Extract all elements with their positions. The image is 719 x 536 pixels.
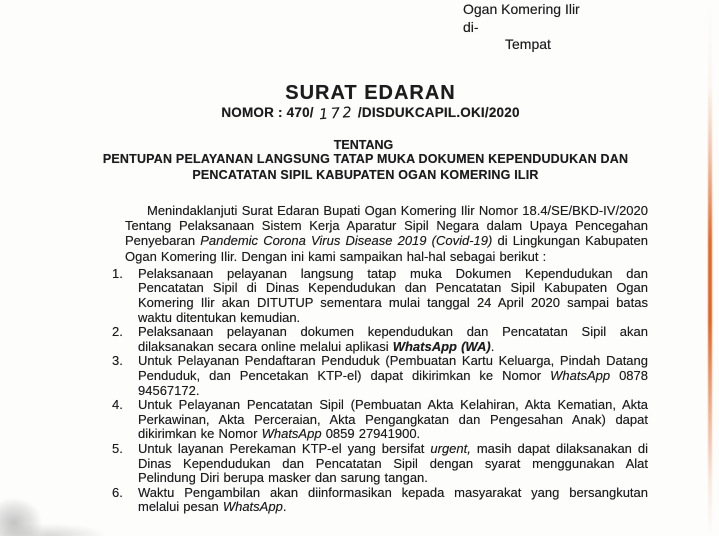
text-segment: 0878 94567172. <box>138 367 648 398</box>
list-item-text <box>138 486 648 515</box>
text-segment: WhatsApp <box>550 367 611 383</box>
text-segment: Pelaksanaan pelayanan langsung tatap muka Dokumen Kependudukan dan Pencatatan Sipil di Dinas Kependudukan dan Pencatatan Sipil Kabupaten Ogan Komering Ilir akan DITUTUP sementara mulai tanggal 24 April 2020 sampai batas waktu ditentukan kemudian. <box>138 265 648 325</box>
text-segment: urgent, <box>430 440 471 456</box>
tentang-label: TENTANG <box>333 138 394 152</box>
list-item-number: 2. <box>112 324 123 340</box>
list-item-text <box>138 267 648 325</box>
text-segment: Pelaksanaan pelayanan dokumen kependudukan dan Pencatatan Sipil akan dilaksanakan secara online melalui aplikasi <box>138 324 648 354</box>
text-segment: Waktu Pengambilan akan diinformasikan kepada masyarakat yang bersangkutan melalui pesan <box>138 484 648 515</box>
text-segment: 0859 27941900. <box>321 426 421 442</box>
numbered-item-list <box>105 267 648 515</box>
letter-number-suffix: /DISDUKCAPIL.OKI/2020 <box>357 105 520 120</box>
list-item-text <box>138 354 648 398</box>
recipient-block <box>463 1 580 54</box>
text-segment: . <box>282 499 287 515</box>
text-segment: Untuk layanan Perekaman KTP-el yang bersifat <box>138 440 431 456</box>
text-segment: Pandemic Corona Virus Disease 2019 (Covid-19) <box>200 233 493 249</box>
list-item <box>112 354 648 398</box>
letter-number-handwritten: 172 <box>318 104 355 124</box>
list-item-number: 3. <box>112 353 123 369</box>
scan-smudge <box>0 524 104 536</box>
letter-number-prefix: NOMOR : 470/ <box>221 105 314 120</box>
list-item-number: 4. <box>112 397 123 413</box>
list-item <box>112 267 648 325</box>
list-item-number: 5. <box>112 440 123 456</box>
text-segment: masih dapat dilaksanakan di Dinas Kependudukan dan Pencatatan Sipil dengan syarat menggunakan Alat Pelindung Diri berupa masker dan sarung tangan. <box>138 440 648 486</box>
recipient-line-2: di- <box>463 18 479 35</box>
list-item-text <box>138 442 648 486</box>
list-item <box>112 398 648 442</box>
text-segment: Untuk Pelayanan Pendaftaran Penduduk (Pembuatan Kartu Keluarga, Pindah Datang Penduduk, dan Pencetakan KTP-el) dapat dikirimkan ke Nomor <box>138 353 648 383</box>
text-segment: . <box>490 338 495 354</box>
text-segment: Menindaklanjuti Surat Edaran Bupati Ogan Komering Ilir Nomor 18.4/SE/BKD-IV/2020 Tentang Pelaksanaan Sistem Kerja Aparatur Sipil Negara dalam Upaya Pencegahan Penyebaran <box>125 203 648 249</box>
list-item <box>112 442 648 486</box>
recipient-line-1: Ogan Komering Ilir <box>463 1 580 17</box>
letter-body <box>105 203 648 515</box>
text-segment: WhatsApp <box>222 499 283 515</box>
list-item-text <box>138 398 648 442</box>
letter-title: SURAT EDARAN <box>285 82 456 104</box>
opening-paragraph <box>125 203 648 264</box>
list-item <box>112 325 648 354</box>
list-item-number: 1. <box>112 265 123 281</box>
list-item-number: 6. <box>112 484 123 500</box>
list-item <box>112 486 648 515</box>
scan-edge-artifact <box>708 0 712 536</box>
recipient-line-3: Tempat <box>505 36 551 52</box>
letter-subject: PENTUPAN PELAYANAN LANGSUNG TATAP MUKA DOKUMEN KEPENDUDUKAN DAN PENCATATAN SIPIL KABUPATEN OGAN KOMERING ILIR <box>102 152 629 182</box>
text-segment: WhatsApp (WA) <box>392 338 491 354</box>
text-segment: Untuk Pelayanan Pencatatan Sipil (Pembuatan Akta Kelahiran, Akta Kematian, Akta Perkawinan, Akta Perceraian, Akta Pengangkatan dan Pengesahan Anak) dapat dikirimkan ke Nomor <box>138 397 648 442</box>
list-item-text <box>138 325 648 354</box>
text-segment: WhatsApp <box>261 426 322 442</box>
text-segment: di Lingkungan Kabupaten Ogan Komering Ilir. Dengan ini kami sampaikan hal-hal sebagai berikut : <box>125 233 648 264</box>
letter-number-line <box>11 104 719 124</box>
